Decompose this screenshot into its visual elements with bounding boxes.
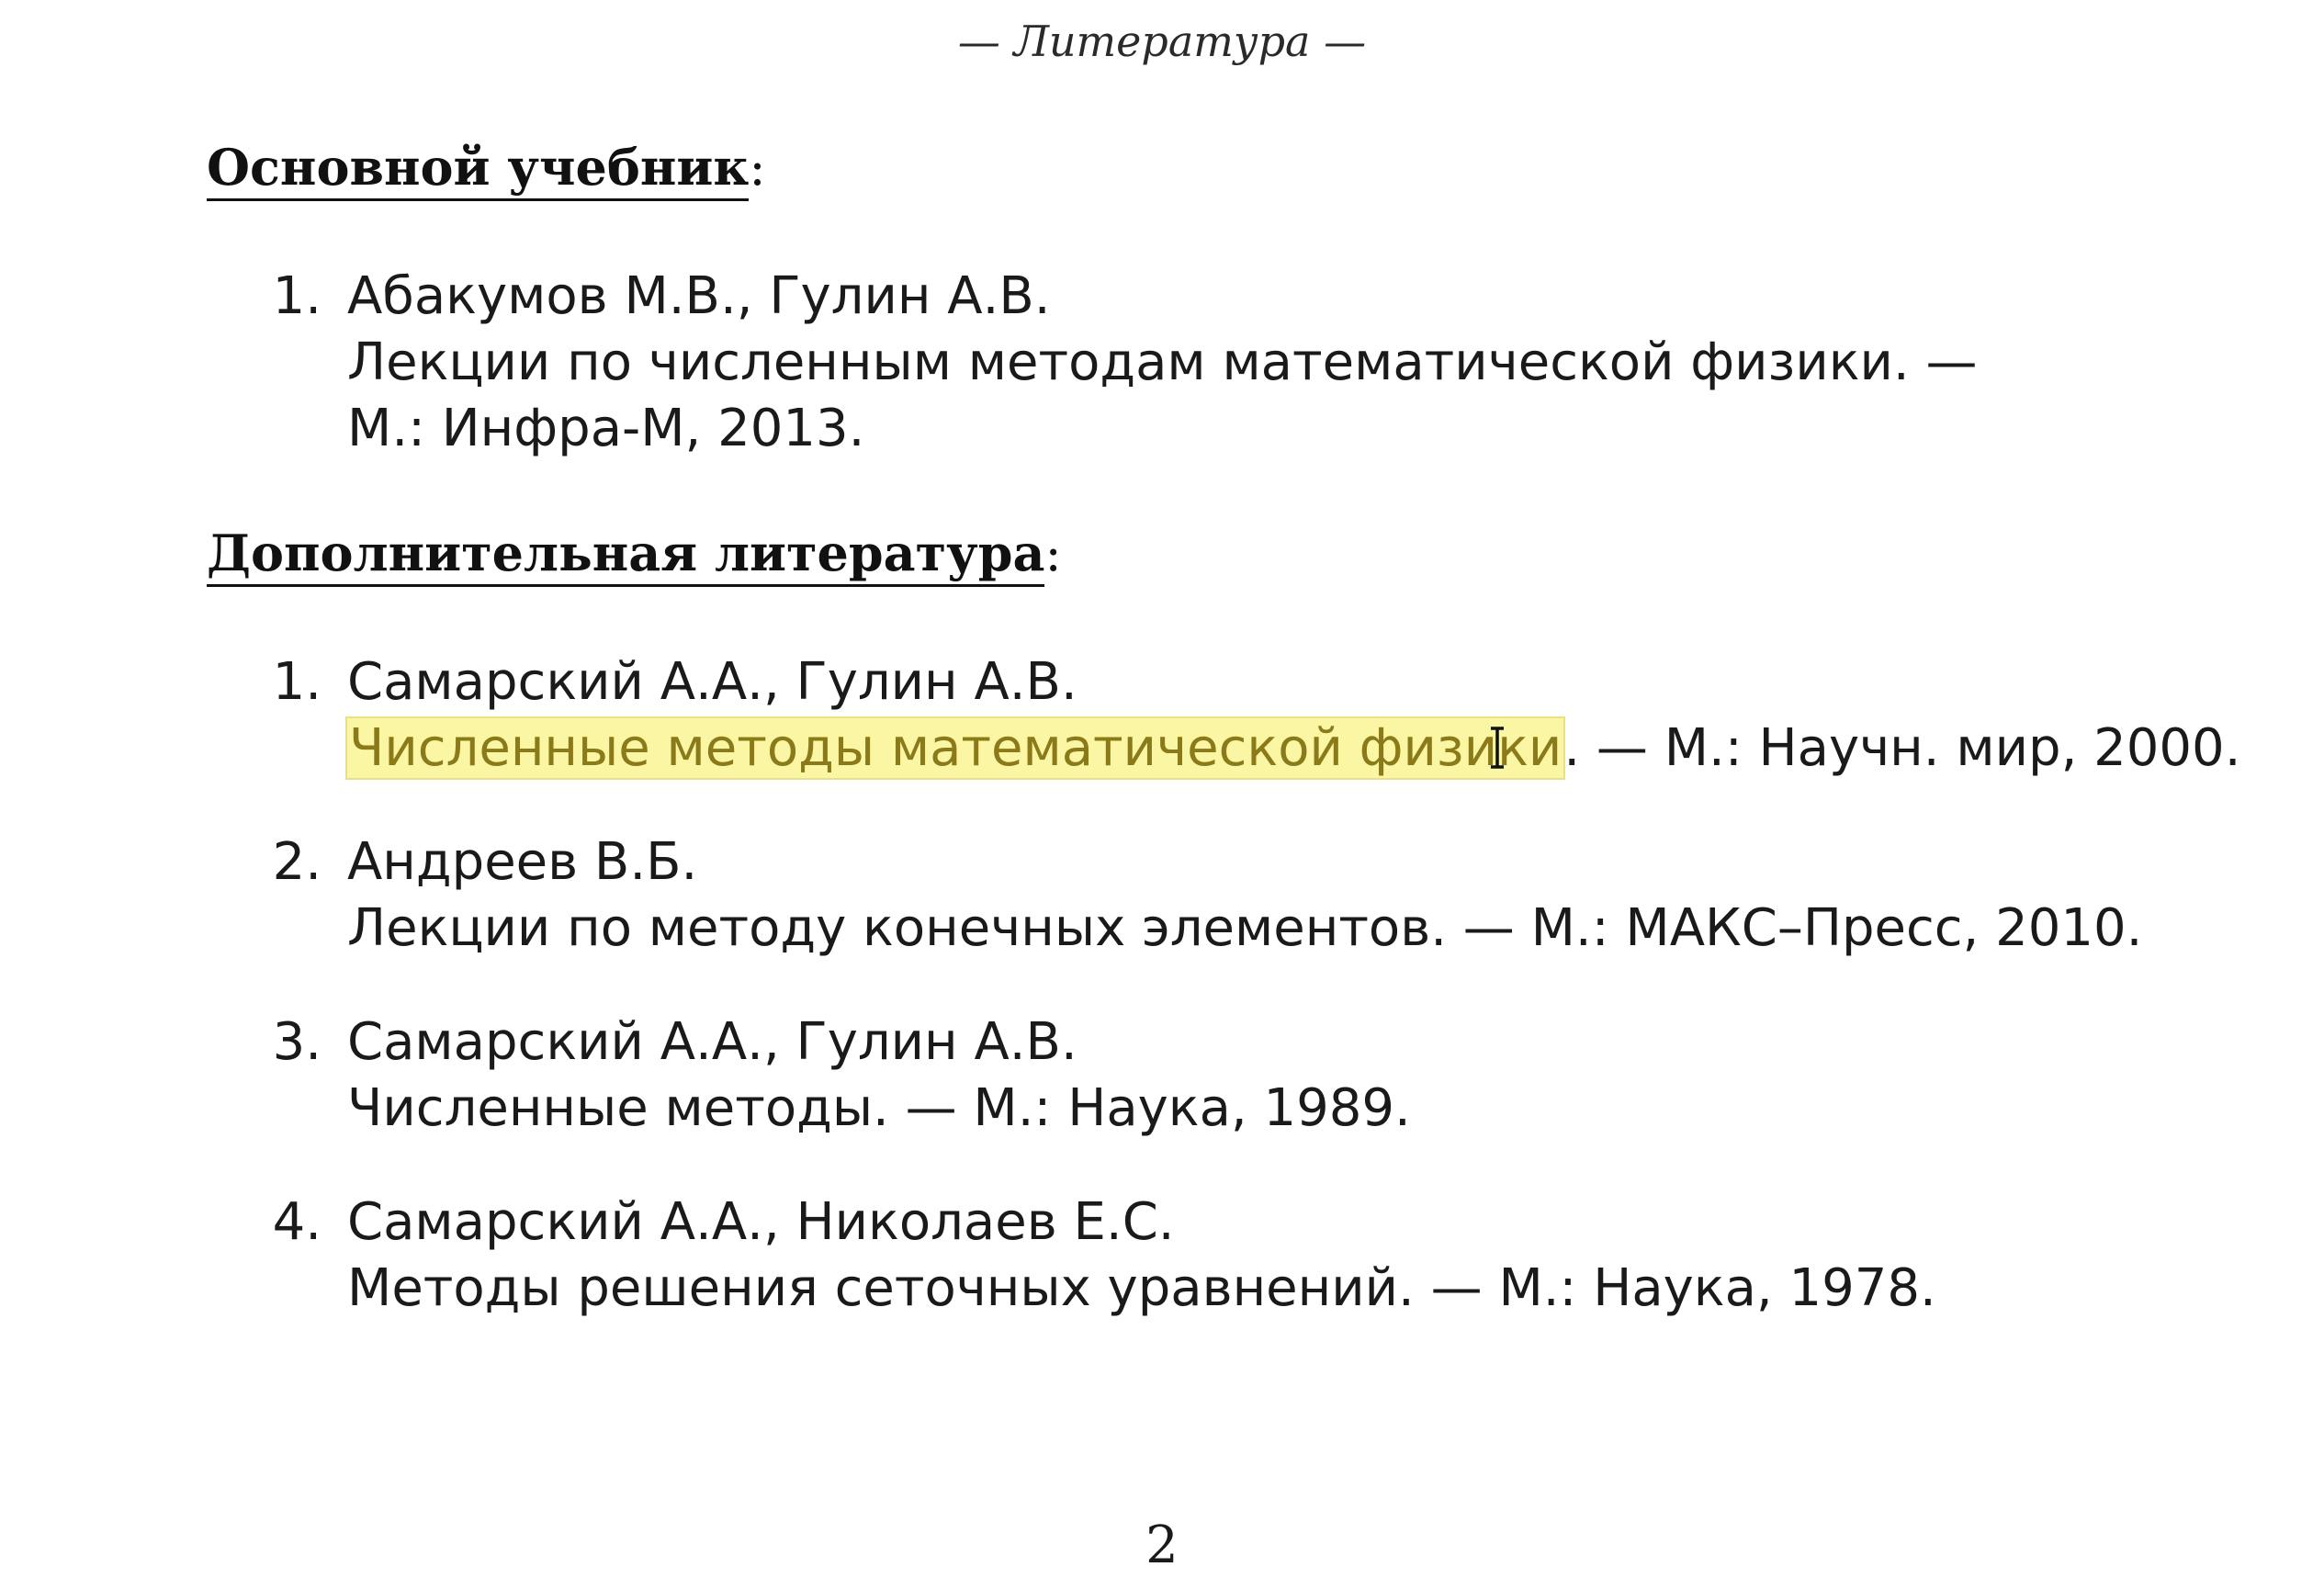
highlight-text-a: Численные методы математической физи: [349, 718, 1498, 778]
page-header: — Литература —: [957, 17, 1367, 66]
highlight-text-b: ки: [1497, 718, 1562, 778]
section-title-extra: [207, 524, 1062, 587]
ref-number: 1.: [272, 266, 322, 326]
selected-text-highlight[interactable]: [347, 718, 1563, 778]
ref-number: 3.: [272, 1012, 322, 1072]
ref-title: Лекции по численным методам математической физики. —: [347, 333, 1978, 392]
page-number: 2: [1145, 1516, 1179, 1575]
ref-authors: Андреев В.Б.: [347, 832, 698, 892]
section-title-extra-colon: :: [1044, 524, 1062, 582]
section-title-main-colon: :: [749, 139, 766, 197]
ref-title: Численные методы. — М.: Наука, 1989.: [347, 1078, 1411, 1138]
ref-publisher: М.: Инфра-М, 2013.: [347, 399, 865, 458]
section-title-main-text: Основной учебник: [207, 138, 749, 201]
ref-number: 2.: [272, 832, 322, 892]
section-title-extra-text: Дополнительная литература: [207, 524, 1044, 587]
section-title-main: [207, 138, 766, 201]
ref-number: 4.: [272, 1192, 322, 1252]
ref-authors: Самарский А.А., Гулин А.В.: [347, 1012, 1077, 1072]
ref-authors: Самарский А.А., Николаев Е.С.: [347, 1192, 1175, 1252]
ref-authors: Самарский А.А., Гулин А.В.: [347, 652, 1077, 712]
ref-number: 1.: [272, 652, 322, 712]
ref-authors: Абакумов М.В., Гулин А.В.: [347, 266, 1051, 326]
ref-title-rest: . — М.: Научн. мир, 2000.: [1563, 718, 2241, 778]
ref-title: [347, 718, 2241, 778]
ref-title: Лекции по методу конечных элементов. — М.: МАКС–Пресс, 2010.: [347, 898, 2143, 958]
ref-title: Методы решения сеточных уравнений. — М.: Наука, 1978.: [347, 1258, 1936, 1318]
